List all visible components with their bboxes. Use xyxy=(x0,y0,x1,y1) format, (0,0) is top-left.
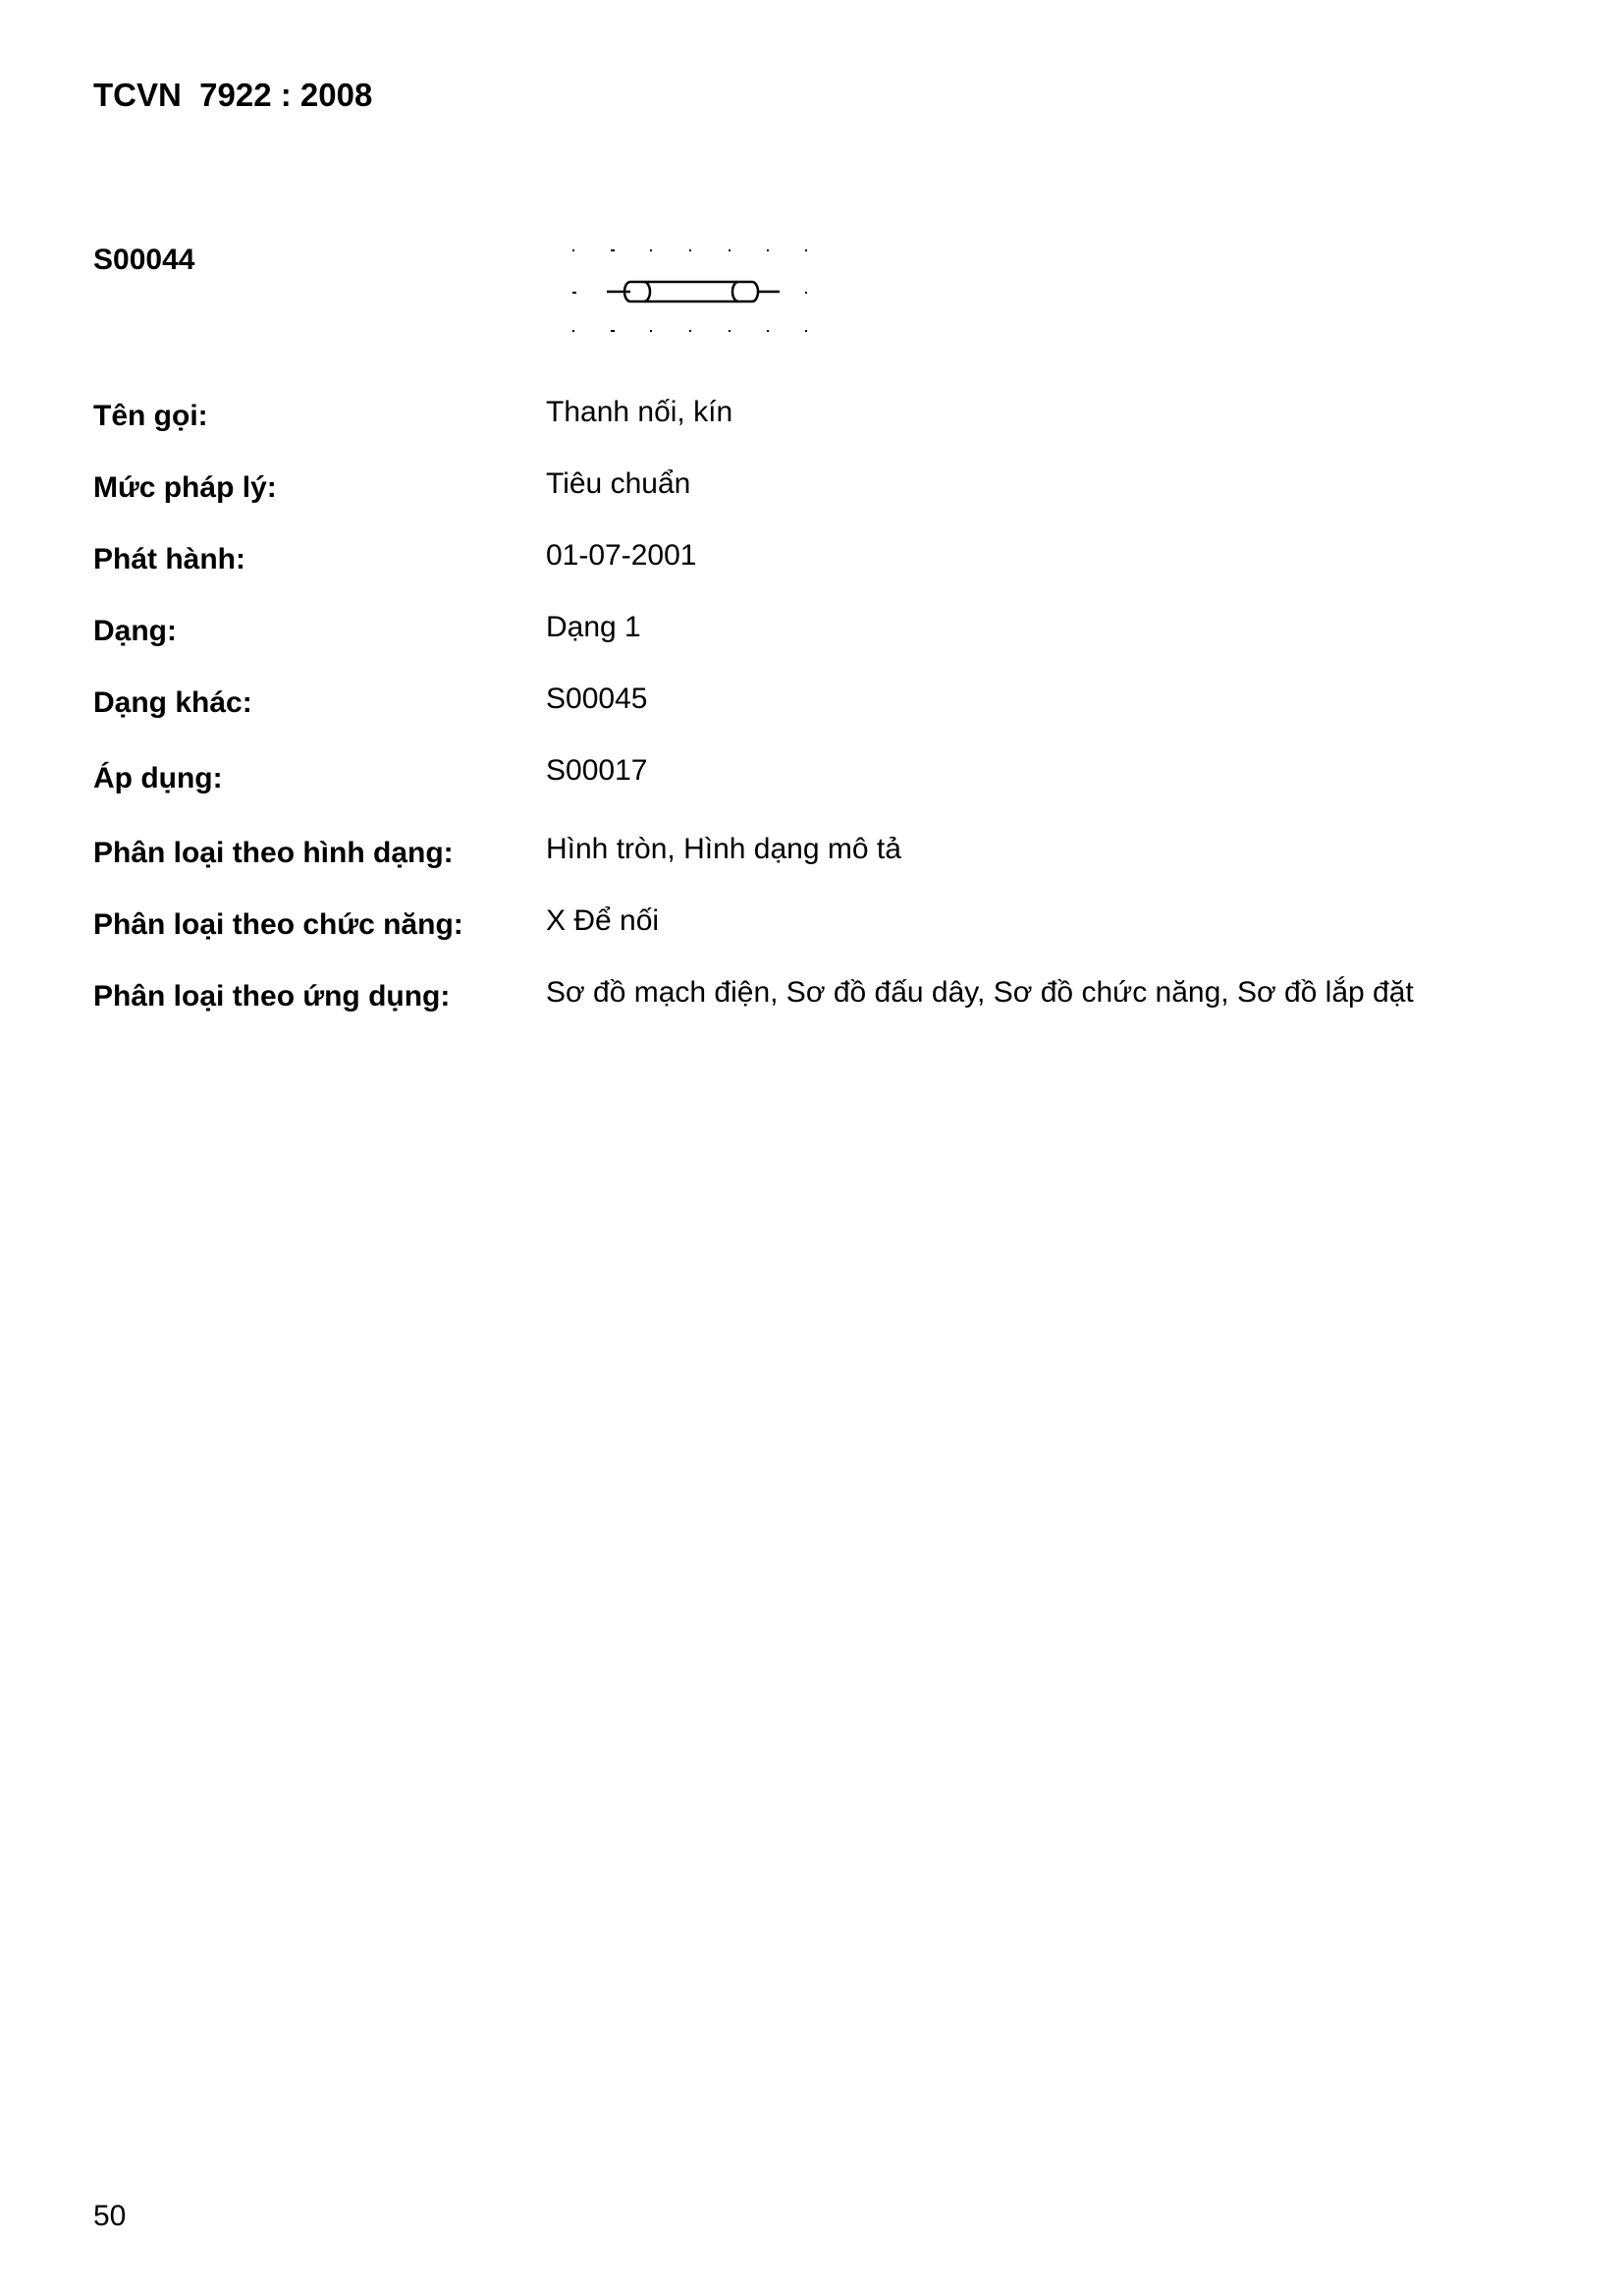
field-value: 01-07-2001 xyxy=(546,539,697,572)
field-value: Hình tròn, Hình dạng mô tả xyxy=(546,833,901,865)
field-label: Phân loại theo hình dạng: xyxy=(93,837,454,869)
field-label: Dạng: xyxy=(93,615,177,647)
field-label: Dạng khác: xyxy=(93,686,252,719)
document-header: TCVN 7922 : 2008 xyxy=(93,77,373,113)
field-label: Mức pháp lý: xyxy=(93,471,277,504)
field-value: S00045 xyxy=(546,683,648,715)
field-value: X Để nối xyxy=(546,904,660,937)
field-label: Phân loại theo ứng dụng: xyxy=(93,980,451,1012)
connecting-bar xyxy=(607,282,780,301)
field-value: Dạng 1 xyxy=(546,611,641,643)
field-value: S00017 xyxy=(546,754,648,787)
field-value: Sơ đồ mạch điện, Sơ đồ đấu dây, Sơ đồ chức năng, Sơ đồ lắp đặt xyxy=(546,976,1414,1009)
field-label: Áp dụng: xyxy=(93,762,223,794)
page-number: 50 xyxy=(93,2200,127,2232)
field-label: Phát hành: xyxy=(93,543,245,575)
field-label: Tên gọi: xyxy=(93,400,208,432)
field-value: Tiêu chuẩn xyxy=(546,467,691,500)
symbol-code: S00044 xyxy=(93,244,195,276)
field-value: Thanh nối, kín xyxy=(546,396,733,428)
closed-connecting-bar-symbol-icon xyxy=(560,236,825,344)
field-label: Phân loại theo chức năng: xyxy=(93,908,463,941)
